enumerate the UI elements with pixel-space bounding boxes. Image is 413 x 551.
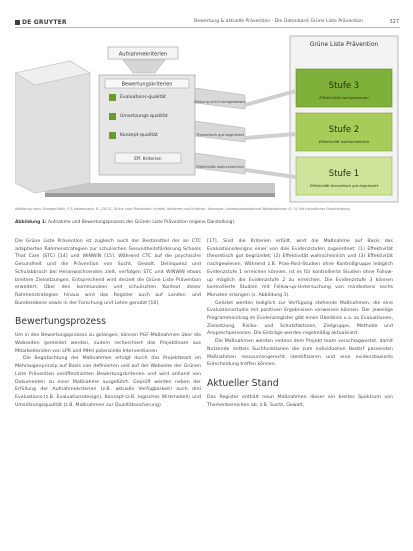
stage-3-sub: Effektivität nachgewiesen [319,95,369,100]
chute-connector [245,89,296,107]
paragraph: [17]. Sind die Kriterien erfüllt, wird die Maßnahme auf Basis des Evaluationsdesigns einer von drei Evidenzstufen zugeordnet: (1) Effektivität theoretisch gut begründet; (2) Effektivität wahrscheinlich und (3) Effektivität nachgewiesen. Während z.B. Prae-Post-Studien ohne Kontrollgruppe lediglich Evidenzstufe 1 erreichen können, ist es für kontrollierte Studien ohne Follow-up möglich die Evidenzstufe 2 zu erreichen. Die Evidenzstufe 3 können kontrollierte Studien mit Follow-up-Untersuchung von mindestens sechs Monaten erlangen (s. Abbildung 1). [207,239,393,298]
paragraph: Die Begutachtung der Maßnahmen erfolgt durch das Projektteam im Mehraugenprinzip auf Basis von definierten und auf der Webseite der Grünen Liste Prävention veröffentlichten Bewertungskriterien und wird anhand von Dokumenten zu einer Maßnahme ausgeführt. Geprüft werden neben der Erfüllung der Aufnahmekriterien (z.B. aktuelle Verfügbarkeit) auch drei Evaluations-(z.B. Evaluationsdesign), Konzept-(z.B. logisches Wirkmodell) und Umsetzungsqualität (z.B. Maßnahmen zur Qualitätssicherung) [15,356,201,408]
paragraph: Gelistet werden lediglich zur Verfügung stehende Maßnahmen, die eine Evaluationsstudie mit positiven Ergebnissen vorweisen können. Der jeweilige Programmeintrag im Evidenzregister gibt einen Überblick u.a. zu Evaluationen, Zielsetzung, Risiko- und Schutzfaktoren, Zielgruppe, Methode und Ansprechpersonen. Die Einträge werden regelmäßig aktualisiert. [207,300,393,337]
page-number: 327 [389,19,399,25]
inflow-label: Aufnahmekriterien [118,51,168,58]
stage-2-sub: Effektivität wahrscheinlich [318,139,370,144]
criterion-3: Konzept-qualität [120,133,158,138]
figure-source-note: Abbildung nach: Groeger-Roth, F. & Hasenpusch, B. (2011). Grüne Liste Prävention: Inhalte, Verfahren und Kriterien. Hannover: Landespräventionsrat Niedersachsen (S. 5). Mit freundlicher Genehmigung. [15,207,351,211]
stage-1-title: Stufe 1 [328,169,360,179]
machine-label: Eff. Kriterien [134,157,162,162]
process-figure [15,33,400,217]
section-heading: Aktueller Stand [207,377,279,389]
page-header [0,0,413,30]
stage-2-title: Stufe 2 [328,125,360,135]
stage-1 [296,157,392,195]
criterion-2: Umsetzungs-qualität [120,114,168,119]
check-icon [109,132,116,139]
output-chute-icon [195,153,245,174]
chute-connector [245,168,296,179]
check-icon [109,94,116,101]
output-chute-icon [195,88,245,109]
header-rule [15,27,400,28]
stage-2 [296,113,392,151]
right-column [207,238,393,409]
caption-label: Abbildung 1: [15,220,47,225]
stage-3-title: Stufe 3 [328,81,360,91]
paragraph: Die Grüne Liste Prävention ist zugleich auch der Bestandteil der an CTC adaptierten Rahmenstrategien zur schulischen Gesundheitsförderung Schools That Care (STC) [14] und WiNWiN [15]. Während CTC auf die psychische Gesundheit und die Prävention von Sucht, Gewalt, Delinquenz und Schulabbruch bei Heranwachsenden zielt, verfolgen STC und WiNWiN etwas breitere Zielsetzungen. Entsprechend wird derzeit die Grüne Liste Prävention erweitert. Über den kommunalen und schulischen Kontext dieser Rahmenstrategien hinaus wird das Register auch auf Landes- und Bundesebene sowie in der Forschung und Lehre genutzt [16]. [15,239,201,306]
publisher-logo: DE GRUYTER [15,19,67,26]
out-label-2: Theoretisch gut begründet [196,133,244,137]
running-head: Bewertung & aktuelle Prävention - Die Datenbank Grüne Liste Prävention [194,19,363,24]
section-heading: Bewertungsprozess [15,316,106,328]
criterion-1: Evaluations-qualität [120,95,166,100]
paragraph: Um in den Bewertungsprozess zu gelangen, können PGF-Maßnahmen über die Webseiten gemeldet werden, zudem recherchiert das Projektteam aus Mitarbeitenden von LPR und MHH potenzielle Interventionen. [15,333,201,354]
output-chute-icon [195,121,245,142]
intake-funnel-icon [123,60,165,73]
left-column [15,238,201,409]
out-label-3: Effektivität wahrscheinlich [196,165,244,169]
check-icon [109,113,116,120]
paragraph: Die Maßnahmen werden seitens dem Projekt team verschlagwortet, damit Nutzende mittels Suchfunktionen die zum individuellen Bedarf passenden Maßnahmen ressourcengerecht identifizieren und eine evidenzbasierte Entscheidung treffen können. [207,339,393,368]
conveyor-base [45,193,275,197]
out-label-1: Wirkung nicht nachgewiesen [194,100,246,104]
figure-illustration [15,33,400,207]
stage-1-sub: Effektivität theoretisch gut begründet [309,184,379,188]
paragraph: Das Register enthält neun Maßnahmen dieser ein breites Spektrum von Themenbereichen ab, z.B. Sucht, Gewalt, [207,394,393,408]
stage-3 [296,69,392,107]
figure-caption [15,220,400,225]
green-list-title: Grüne Liste Prävention [309,41,379,48]
caption-text: Aufnahme und Bewertungsprozess der Grünen Liste Prävention (eigene Darstellung). [47,220,236,225]
eval-label: Bewertungskriterien [121,81,173,88]
chute-connector [245,132,296,140]
